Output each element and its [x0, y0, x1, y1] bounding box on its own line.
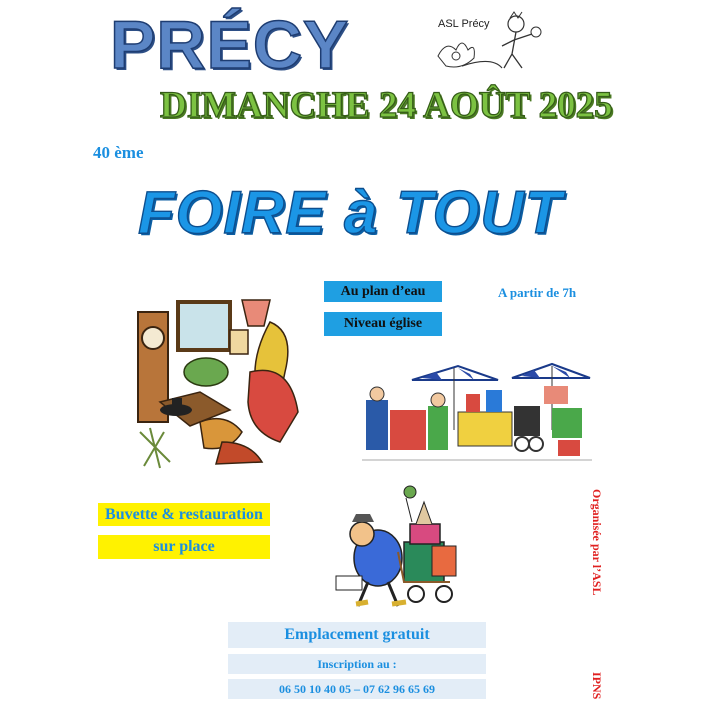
- refreshments-line-1: Buvette & restauration: [98, 503, 270, 526]
- refreshments-line-2: sur place: [98, 535, 270, 559]
- location-line-1: Au plan d’eau: [324, 281, 442, 302]
- market-drawing: [362, 360, 592, 470]
- edition-label: 40 ème: [93, 143, 144, 162]
- pitch-info: Emplacement gratuit: [228, 622, 486, 648]
- logo-label: ASL Précy: [438, 18, 490, 30]
- event-date: DIMANCHE 24 AOÛT 2025: [160, 85, 613, 126]
- event-name: FOIRE à TOUT: [138, 179, 563, 246]
- market-illustration: [362, 360, 592, 470]
- phone-numbers: 06 50 10 40 05 – 07 62 96 65 69: [228, 679, 486, 699]
- location-line-2: Niveau église: [324, 312, 442, 336]
- antiques-illustration: [130, 292, 302, 472]
- registration-label: Inscription au :: [228, 654, 486, 674]
- start-time: A partir de 7h: [498, 285, 577, 300]
- collector-illustration: [332, 482, 468, 610]
- page-title: PRÉCY: [110, 7, 350, 83]
- ipns-mark: IPNS: [590, 672, 604, 700]
- collector-drawing: [332, 482, 468, 610]
- antiques-drawing: [130, 292, 302, 472]
- organizer-text: Organisée par l’ASL: [590, 489, 604, 596]
